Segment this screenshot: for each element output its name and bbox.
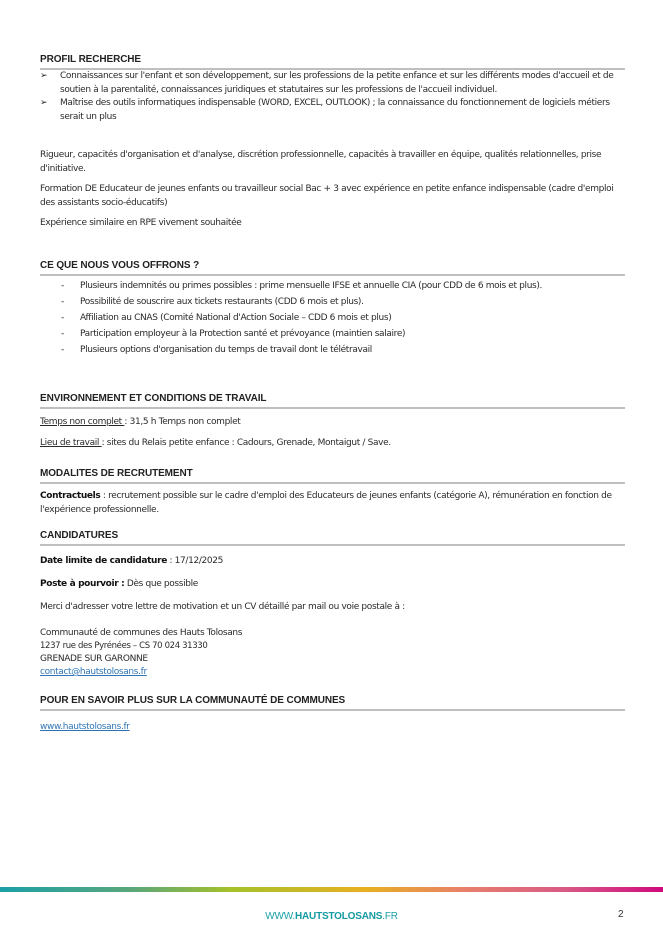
address-line: GRENADE SUR GARONNE (40, 654, 148, 664)
temps-label: Temps non complet (40, 417, 125, 427)
date-limite-value: : 17/12/2025 (166, 556, 224, 566)
merci-text: Merci d'adresser votre lettre de motivation et un CV détaillé par mail ou voie postale à : (40, 602, 405, 612)
profil-formation: Formation DE Educateur de jeunes enfants ou travailleur social Bac + 3 avec expérience en petite enfance indispensable (cadre d'emploi des assistants socio-éducatifs) (40, 184, 614, 208)
list-item (40, 280, 630, 294)
list-item (40, 312, 630, 326)
section-heading-candidatures: CANDIDATURES (40, 530, 625, 546)
temps-value: : 31,5 h Temps non complet (124, 417, 241, 427)
contractuels-text: : recrutement possible sur le cadre d'emploi des Educateurs de jeunes enfants (catégorie A), rémunération en fonction de l'expérience professionnelle. (40, 491, 612, 515)
bullet-text: Possibilité de souscrire aux tickets restaurants (CDD 6 mois et plus). (80, 297, 364, 307)
list-item (40, 97, 630, 124)
footer-url-brand: HAUTSTOLOSANS (295, 911, 383, 922)
contractuels-label: Contractuels (40, 491, 101, 501)
section-heading-environnement: ENVIRONNEMENT ET CONDITIONS DE TRAVAIL (40, 393, 625, 409)
section-heading-profil: PROFIL RECHERCHE (40, 54, 625, 70)
temps-line (40, 416, 630, 430)
list-item (40, 328, 630, 342)
dash-bullet-icon: - (61, 345, 64, 355)
arrow-bullet-icon: ➢ (40, 71, 48, 81)
profil-qualities: Rigueur, capacités d'organisation et d'analyse, discrétion professionnelle, capacités à travailler en équipe, qualités relationnelles, prise d'initiative. (40, 150, 602, 174)
modalites-text (40, 490, 630, 517)
bullet-text: Plusieurs indemnités ou primes possibles : prime mensuelle IFSE et annuelle CIA (pour CDD de 6 mois et plus). (80, 281, 543, 291)
bullet-text: Plusieurs options d'organisation du temps de travail dont le télétravail (80, 345, 372, 355)
bullet-text: Maîtrise des outils informatiques indispensable (WORD, EXCEL, OUTLOOK) ; la connaissance du fonctionnement de logiciels métiers serait un plus (60, 98, 610, 122)
footer-url-prefix: WWW. (265, 911, 295, 922)
profil-experience: Expérience similaire en RPE vivement souhaitée (40, 218, 242, 228)
dash-bullet-icon: - (61, 281, 64, 291)
footer-url-suffix: .FR (382, 911, 398, 922)
poste-label: Poste à pourvoir : (40, 579, 125, 589)
page-number: 2 (618, 909, 624, 920)
contact-email-link[interactable]: contact@hautstolosans.fr (40, 667, 147, 677)
list-item (40, 344, 630, 358)
dash-bullet-icon: - (61, 297, 64, 307)
bullet-text: Connaissances sur l'enfant et son développement, sur les professions de la petite enfance et sur les différents modes d'accueil et de soutien à la parentalité, connaissances juridiques et statutaires sur les professions de l'accueil individuel. (60, 71, 614, 95)
section-heading-modalites: MODALITES DE RECRUTEMENT (40, 468, 625, 484)
list-item (40, 70, 630, 97)
dash-bullet-icon: - (61, 329, 64, 339)
address-line: 1237 rue des Pyrénées – CS 70 024 31330 (40, 641, 208, 651)
website-link[interactable]: www.hautstolosans.fr (40, 722, 130, 732)
postal-address (40, 627, 630, 679)
list-item (40, 296, 630, 310)
offres-list (40, 280, 630, 360)
poste-value: Dès que possible (124, 579, 198, 589)
date-limite-line (40, 555, 630, 569)
lieu-label: Lieu de travail (40, 438, 102, 448)
footer-url[interactable] (0, 911, 663, 922)
address-line: Communauté de communes des Hauts Tolosans (40, 628, 243, 638)
footer-gradient-bar (0, 887, 663, 892)
bullet-text: Affiliation au CNAS (Comité National d'Action Sociale – CDD 6 mois et plus) (80, 313, 392, 323)
arrow-bullet-icon: ➢ (40, 98, 48, 108)
date-limite-label: Date limite de candidature (40, 556, 167, 566)
website-line (40, 721, 630, 735)
section-heading-savoir-plus: POUR EN SAVOIR PLUS SUR LA COMMUNAUTÉ DE COMMUNES (40, 695, 625, 711)
dash-bullet-icon: - (61, 313, 64, 323)
lieu-line (40, 437, 630, 451)
lieu-value: : sites du Relais petite enfance : Cadours, Grenade, Montaigut / Save. (101, 438, 391, 448)
profil-bullets (40, 70, 630, 124)
section-heading-offres: CE QUE NOUS VOUS OFFRONS ? (40, 260, 625, 276)
poste-line (40, 578, 630, 592)
bullet-text: Participation employeur à la Protection santé et prévoyance (maintien salaire) (80, 329, 406, 339)
